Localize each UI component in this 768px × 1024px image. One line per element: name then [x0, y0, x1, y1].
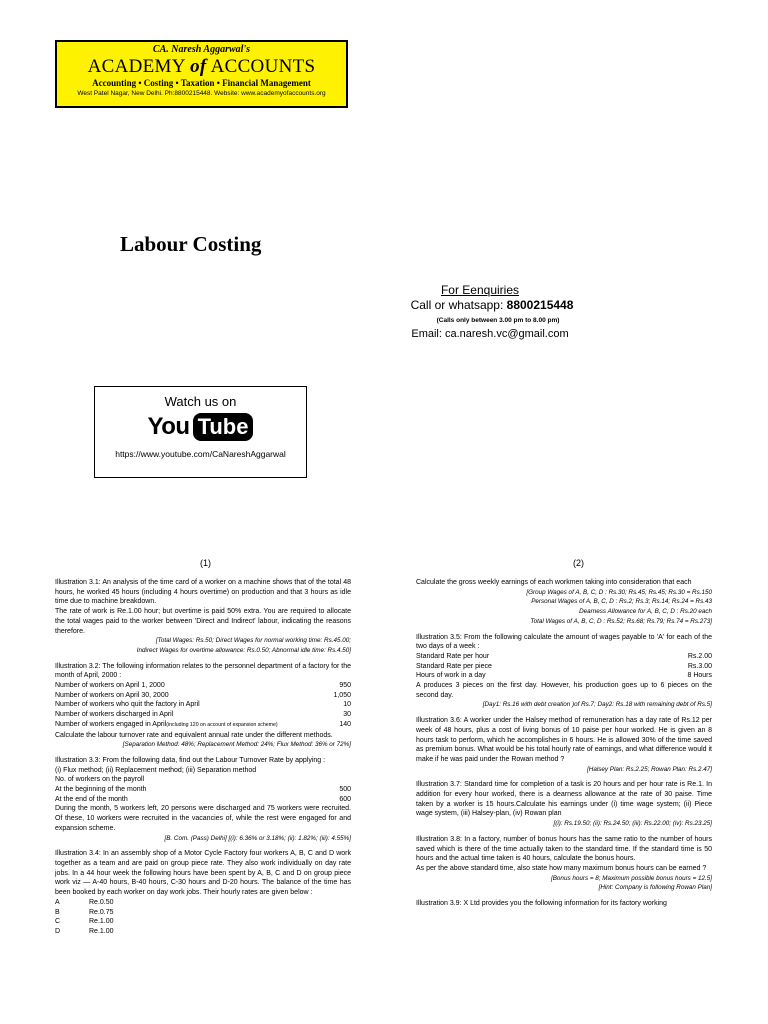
data-row [416, 662, 712, 672]
i35-text2: A produces 3 pieces on the first day. However, his production goes up to 6 pieces on the second day. [416, 682, 712, 699]
logo-address: West Patel Nagar, New Delhi. Ph:8800215448. Website: www.academyofaccounts.org [77, 90, 326, 97]
data-row [416, 671, 712, 681]
call-line [372, 298, 612, 312]
rate-worker: B [55, 908, 60, 916]
youtube-logo [95, 413, 306, 441]
academy-logo [55, 40, 348, 108]
row-label: Standard Rate per piece [416, 662, 492, 670]
logo-brand-of: of [190, 56, 207, 77]
row-label: Number of workers who quit the factory in April [55, 701, 200, 709]
calc-answer-3: Dearness Allowance for A, B, C, D : Rs.20 each [579, 608, 712, 616]
data-row [55, 700, 351, 710]
row-label: Number of workers discharged in April [55, 711, 174, 719]
i38-text2: As per the above standard time, also state how many maximum bonus hours can be earned ? [416, 864, 707, 872]
row-value: 10 [343, 701, 351, 709]
rate-row [55, 927, 351, 937]
row-label: Number of workers on April 1, 2000 [55, 682, 165, 690]
i35-text: Illustration 3.5: From the following calculate the amount of wages payable to 'A' for each of the two days of a week : [416, 633, 712, 651]
youtube-you: You [147, 413, 190, 440]
illustration-3-7 [416, 780, 712, 829]
i31-answer-2: Indirect Wages for overtime allowance: Rs.0.50; Abnormal idle time: Rs.4.50] [136, 646, 351, 654]
i33-text2: During the month, 5 workers left, 20 persons were discharged and 75 workers were recruited. Of these, 10 workers were recruited in the vacancies of, while the rest were engaged for and expansion scheme. [55, 805, 351, 832]
row-value: Rs.2.00 [687, 652, 712, 660]
row-value: 950 [339, 682, 351, 690]
calc-answer-4: Total Wages of A, B, C, D : Rs.52; Rs.68; Rs.79; Rs.74 = Rs.273] [530, 617, 712, 625]
right-column [416, 578, 712, 915]
data-row [416, 652, 712, 662]
illustration-3-8 [416, 835, 712, 893]
i33-answer: [B. Com. (Pass) Delhi] [(i): 6.36% or 3.18%; (ii): 1.82%; (iii): 4.55%] [164, 834, 351, 842]
data-row [55, 795, 351, 805]
rate-value: Re.0.75 [89, 908, 114, 916]
i36-answer: [Halsey Plan: Rs.2.25; Rowan Plan: Rs.2.47] [587, 765, 712, 773]
i32-text2: Calculate the labour turnover rate and equivalent annual rate under the different methods. [55, 731, 333, 739]
i38-answer-1: [Bonus hours = 8; Maximum possible bonus hours = 12.5] [550, 874, 712, 882]
rate-worker: D [55, 927, 61, 935]
data-row [55, 691, 351, 701]
row-label: At the end of the month [55, 795, 128, 803]
i32-text: Illustration 3.2: The following information relates to the personnel department of a factory for the month of April, 2000 : [55, 662, 351, 680]
row-value: 8 Hours [687, 672, 712, 680]
illustration-3-9 [416, 899, 712, 909]
logo-brand-pre: ACADEMY [87, 56, 186, 77]
rate-worker: A [55, 898, 60, 906]
youtube-tube: Tube [193, 413, 254, 441]
row-value: 30 [343, 711, 351, 719]
left-column-number: (1) [200, 558, 211, 568]
row-label: At the beginning of the month [55, 786, 147, 794]
i38-answer-2: [Hint: Company is following Rowan Plan] [598, 884, 712, 892]
rate-row [55, 908, 351, 918]
illustration-3-6 [416, 716, 712, 774]
i35-answer: [Day1: Rs.16 with debt creation )of Rs.7; Day2: Rs.18 with remaining debt of Rs.5] [482, 701, 712, 709]
calc-answer-2: Personal Wages of A, B, C, D : Rs.2; Rs.3; Rs.14; Rs.24 = Rs.43 [531, 598, 712, 606]
i31-text: Illustration 3.1: An analysis of the time card of a worker on a machine shows that of the total 48 hours, he worked 45 hours (including 4 hours overtime) on production and that 3 hours as idle time due to machine breakdown. [55, 579, 351, 606]
enquiries-label: For Eenquiries [440, 283, 520, 297]
row-label: Number of workers on April 30, 2000 [55, 691, 169, 699]
data-row [55, 681, 351, 691]
row-value: 500 [339, 786, 351, 794]
logo-brand [57, 57, 346, 76]
illustration-3-1 [55, 578, 351, 656]
phone-number[interactable]: 8800215448 [506, 298, 574, 312]
call-label: Call or whatsapp: [410, 298, 504, 312]
rate-value: Re.1.00 [89, 918, 114, 926]
right-column-number: (2) [573, 558, 584, 568]
i33-text: Illustration 3.3: From the following data, find out the Labour Turnover Rate by applying : [55, 756, 326, 764]
row5-note: (including 120 on account of expansion scheme) [166, 721, 278, 728]
i37-answer: [(i): Rs.19.50; (ii): Rs.24.50; (iii): Rs.22.00; (iv): Rs.23.25] [553, 820, 712, 828]
row-label: Standard Rate per hour [416, 652, 490, 660]
watch-label: Watch us on [164, 394, 237, 409]
i31-answer-1: [Total Wages: Rs.50; Direct Wages for normal working time: Rs.45.00; [155, 637, 351, 645]
row-value: 600 [339, 795, 351, 803]
illustration-3-4-cont [416, 578, 712, 627]
i33-sub: No. of workers on the payroll [55, 776, 145, 784]
row-label: Hours of work in a day [416, 672, 486, 680]
i32-answer: [Separation Method: 48%; Replacement Method: 24%; Flux Method: 36% or 72%] [122, 741, 351, 749]
logo-tagline: CA. Naresh Aggarwal's [152, 44, 251, 55]
data-row [55, 720, 351, 731]
rate-value: Re.1.00 [89, 927, 114, 935]
row-value: Rs.3.00 [687, 662, 712, 670]
i33-methods: (i) Flux method; (ii) Replacement method; (iii) Separation method [55, 766, 257, 774]
i31-text2: The rate of work is Re.1.00 hour; but overtime is paid 50% extra. You are required to allocate the total wages paid to the worker between 'Direct and Indirect' labour, indicating the reasons therefore. [55, 608, 351, 635]
page-title: Labour Costing [120, 232, 262, 256]
data-row [55, 785, 351, 795]
row5-label: Number of workers engaged in April [55, 720, 167, 728]
rate-worker: C [55, 918, 61, 926]
rate-row [55, 898, 351, 908]
email-line[interactable]: Email: ca.naresh.vc@gmail.com [411, 328, 569, 340]
row-value: 1,050 [333, 691, 351, 699]
i38-text: Illustration 3.8: In a factory, number of bonus hours has the same ratio to the number of hours saved which is there of the time actually taken to the standard time. If the standard time is 50 hours and the actual time taken is 40 hours, calculate the bonus hours. [416, 835, 712, 863]
i39-text: Illustration 3.9: X Ltd provides you the following information for its factory working [416, 900, 667, 908]
calc-text: Calculate the gross weekly earnings of each workmen taking into consideration that each [416, 579, 692, 586]
illustration-3-5 [416, 633, 712, 711]
rate-row [55, 917, 351, 927]
illustration-3-2 [55, 662, 351, 750]
i37-text: Illustration 3.7: Standard time for completion of a task is 20 hours and per hour rate is Re.1. In addition for every hour worked, there is a dearness allowance at the rate of 30 paise. Time taken by a worker is 15 hours.Calculate his earnings under (i) time wage system; (ii) Piece wage system, (iii) Halsey-plan, (iv) Rowan plan [416, 781, 712, 818]
youtube-url[interactable]: https://www.youtube.com/CaNareshAggarwal [115, 449, 286, 459]
logo-brand-post: ACCOUNTS [210, 56, 316, 77]
illustration-3-3 [55, 756, 351, 843]
logo-services: Accounting • Costing • Taxation • Financial Management [92, 78, 311, 88]
row-label [55, 720, 278, 731]
i34-text: Illustration 3.4: In an assembly shop of a Motor Cycle Factory four workers A, B, C and D work together as a team and are paid on group piece rate. They also work individually on day rate jobs. In a 44 hour week the following hours have been spent by A, B, C and D on group piece work viz — A-40 hours, B-40 hours, C-30 hours and D-20 hours. The balance of the time has been booked by each worker on day work jobs. Their hourly rates are given below : [55, 850, 351, 897]
illustration-3-4 [55, 849, 351, 936]
data-row [55, 710, 351, 720]
youtube-box[interactable] [94, 386, 307, 478]
i36-text: Illustration 3.6: A worker under the Halsey method of remuneration has a day rate of Rs.12 per week of 48 hours, plus a cost of living bonus of 10 paise per hour worked. He is given an 8 hours task to perform, which he accomplishes in 6 hours. He is allowed 30% of the time saved as premium bonus. What would be his total hourly rate of earnings, and what difference would it make if he was paid under the Rowan method ? [416, 717, 712, 763]
left-column [55, 578, 351, 943]
rate-value: Re.0.50 [89, 898, 114, 906]
contact-block [410, 283, 710, 340]
calc-answer-1: [Group Wages of A, B, C, D : Rs.30; Rs.45; Rs.45; Rs.30 = Rs.150 [526, 588, 712, 596]
row-value: 140 [339, 720, 351, 728]
call-hours: (Calls only between 3.00 pm to 8.00 pm) [436, 317, 560, 324]
